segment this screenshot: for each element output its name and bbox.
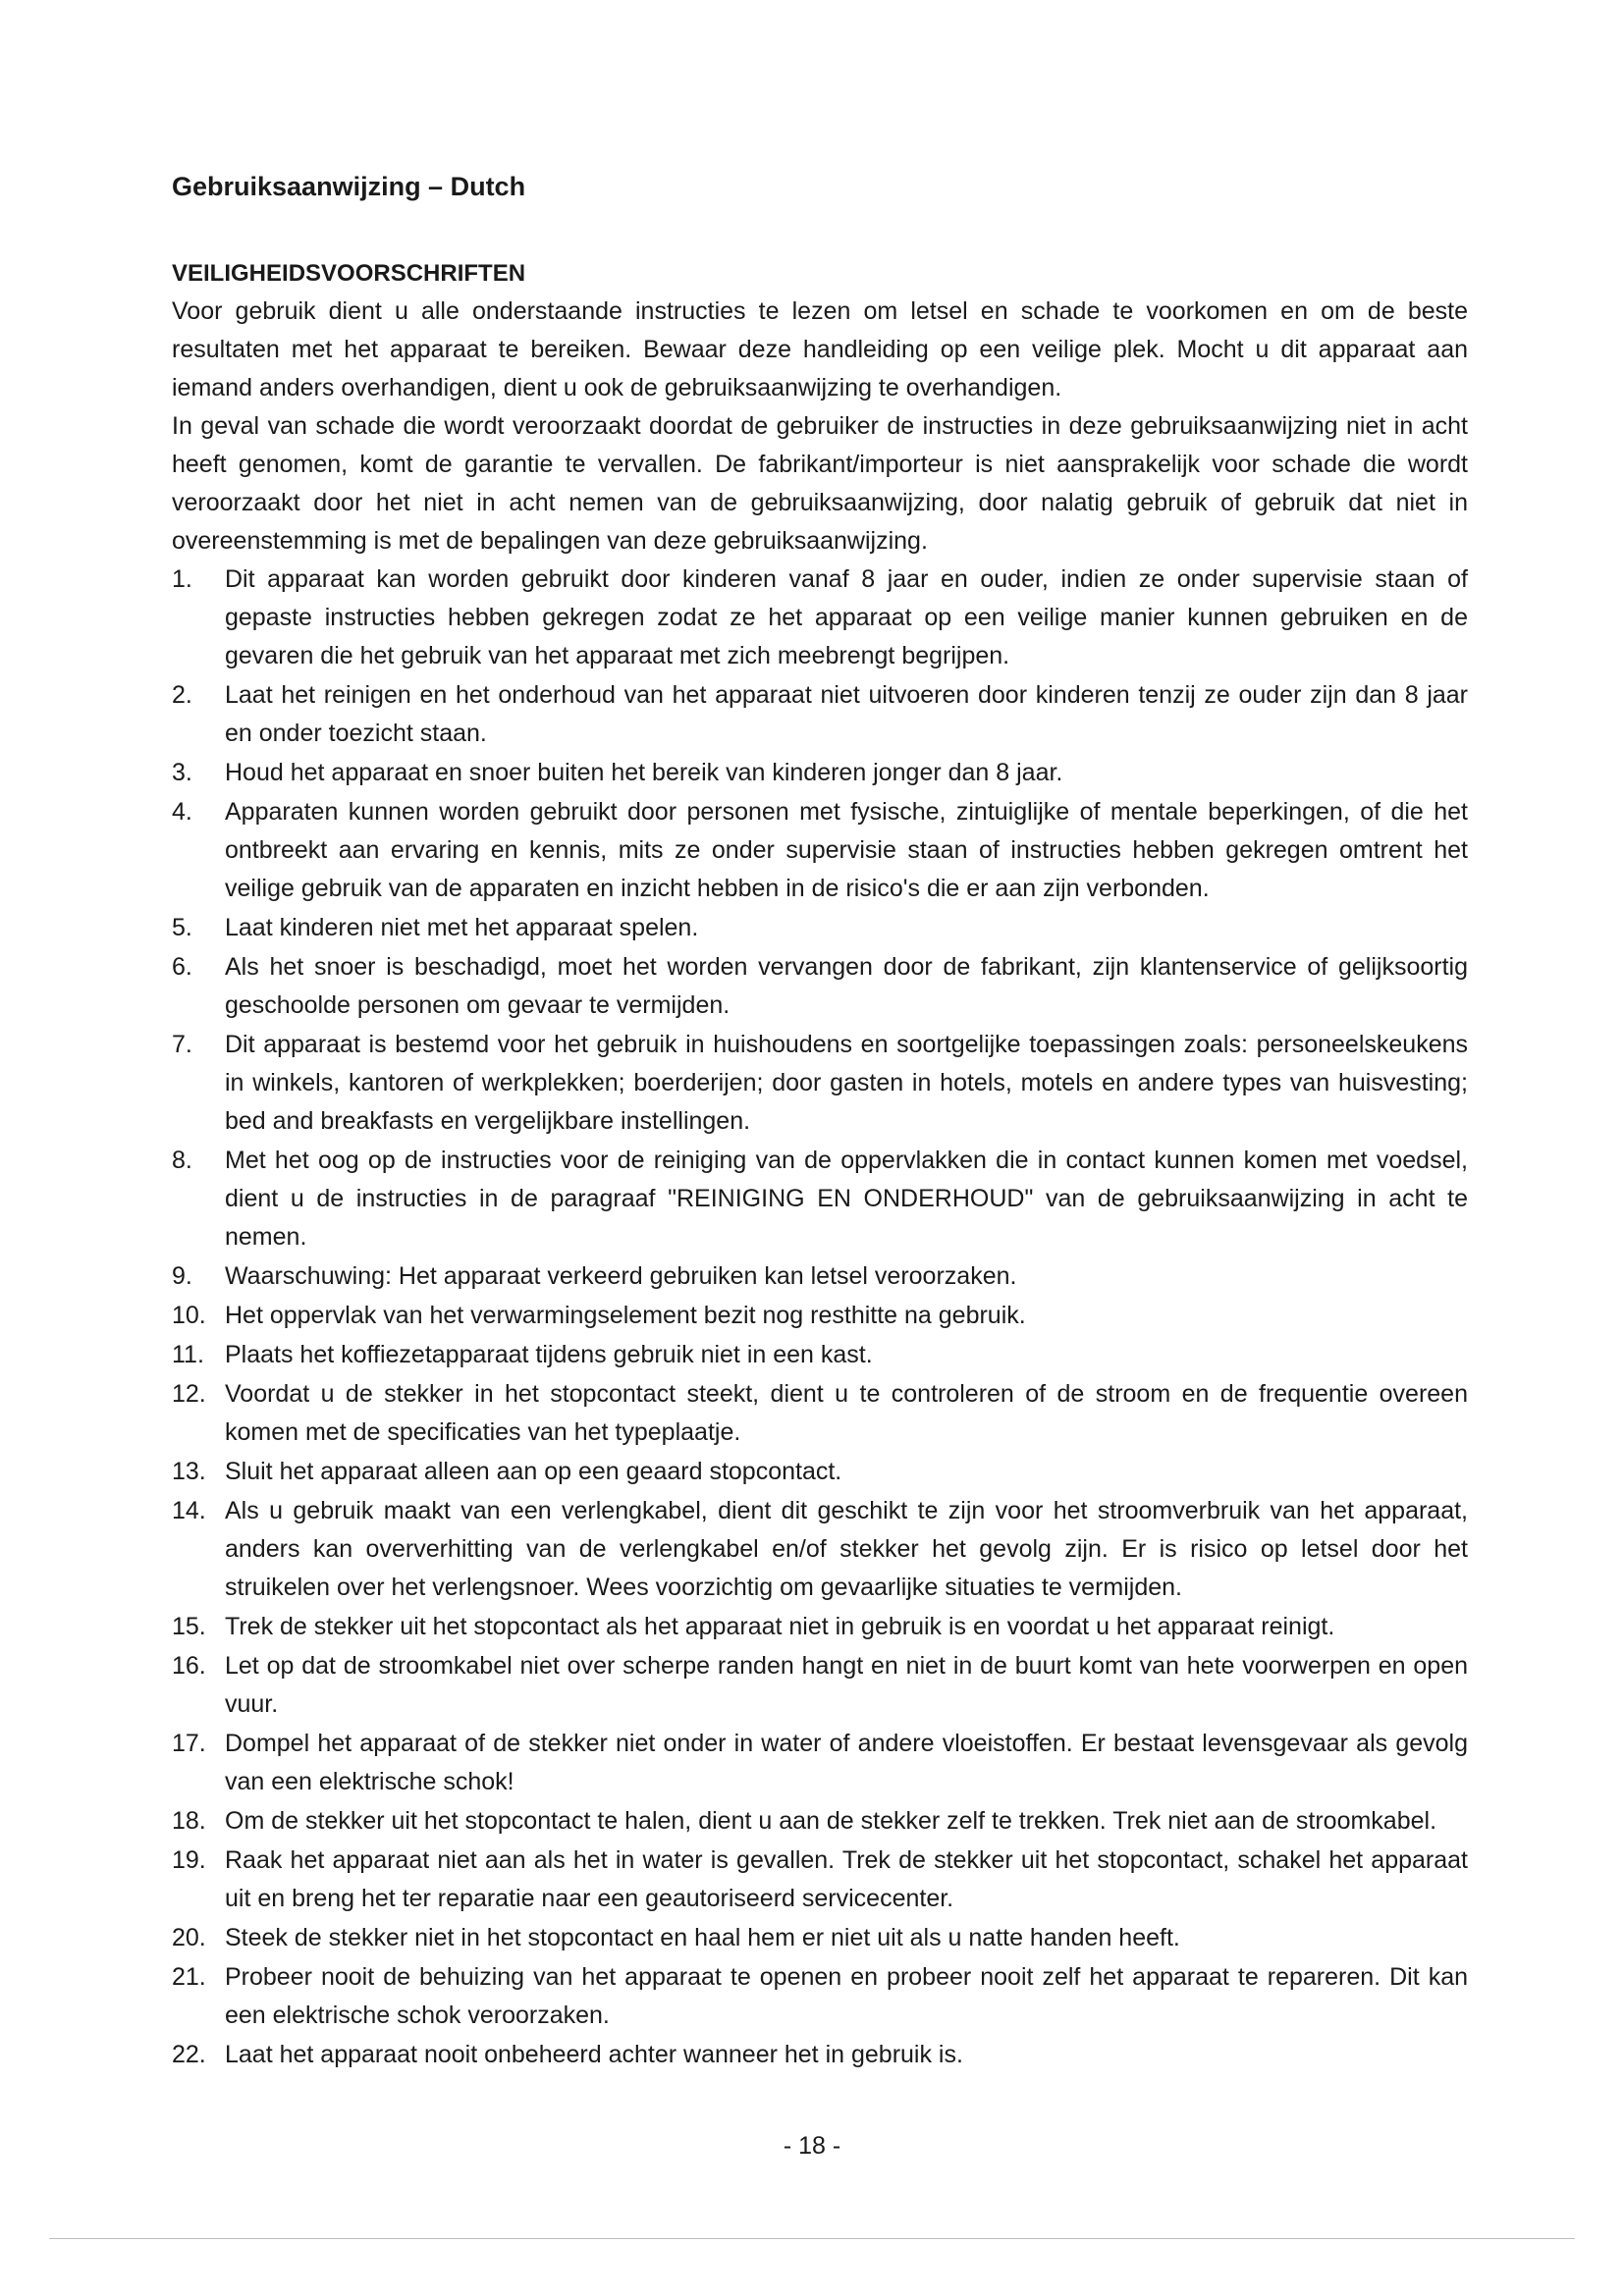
list-item-number: 16. <box>172 1652 206 1680</box>
list-item-number: 20. <box>172 1924 206 1951</box>
document-page <box>172 167 1468 2075</box>
list-item <box>172 1453 1468 1491</box>
list-item-number: 17. <box>172 1730 206 1757</box>
list-item <box>172 676 1468 753</box>
list-item-number: 18. <box>172 1807 206 1835</box>
list-item <box>172 1802 1468 1841</box>
list-item-text: Laat het apparaat nooit onbeheerd achter wanneer het in gebruik is. <box>225 2041 963 2068</box>
list-item-number: 21. <box>172 1963 206 1991</box>
list-item-number: 5. <box>172 914 192 941</box>
list-item <box>172 1958 1468 2035</box>
intro-paragraph: Voor gebruik dient u alle onderstaande instructies te lezen om letsel en schade te voorkomen en om de beste resultaten met het apparaat te bereiken. Bewaar deze handleiding op een veilige plek. Mocht u dit apparaat aan iemand anders overhandigen, dient u ook de gebruiksaanwijzing te overhandigen. <box>172 297 1468 401</box>
list-item <box>172 754 1468 792</box>
list-item-text: Raak het apparaat niet aan als het in water is gevallen. Trek de stekker uit het stopcontact, schakel het apparaat uit en breng het ter reparatie naar een geautoriseerd servicecenter. <box>225 1846 1468 1912</box>
list-item-text: Voordat u de stekker in het stopcontact steekt, dient u te controleren of de stroom en de frequentie overeen komen met de specificaties van het typeplaatje. <box>225 1380 1468 1446</box>
list-item <box>172 1492 1468 1607</box>
list-item <box>172 1725 1468 1801</box>
list-item <box>172 1336 1468 1374</box>
list-item <box>172 1026 1468 1141</box>
list-item-number: 9. <box>172 1262 192 1290</box>
section-title: VEILIGHEIDSVOORSCHRIFTEN <box>172 260 526 287</box>
list-item-text: Probeer nooit de behuizing van het apparaat te openen en probeer nooit zelf het apparaat te repareren. Dit kan een elektrische schok veroorzaken. <box>225 1963 1468 2029</box>
list-item <box>172 1647 1468 1724</box>
list-item-number: 19. <box>172 1846 206 1874</box>
list-item <box>172 1142 1468 1256</box>
list-item <box>172 1297 1468 1335</box>
list-item-number: 2. <box>172 681 192 709</box>
footer-divider <box>49 2238 1575 2239</box>
list-item-number: 8. <box>172 1147 192 1174</box>
list-item-number: 4. <box>172 798 192 826</box>
list-item-text: Laat kinderen niet met het apparaat spelen. <box>225 914 699 941</box>
list-item-text: Als u gebruik maakt van een verlengkabel, dient dit geschikt te zijn voor het stroomverbruik van het apparaat, anders kan oververhitting van de verlengkabel en/of stekker het gevolg zijn. Er is risico op letsel door het struikelen over het verlengsnoer. Wees voorzichtig om gevaarlijke situaties te vermijden. <box>225 1497 1468 1601</box>
list-item-number: 3. <box>172 759 192 786</box>
list-item-text: Om de stekker uit het stopcontact te halen, dient u aan de stekker zelf te trekken. Trek niet aan de stroomkabel. <box>225 1807 1437 1835</box>
list-item-text: Sluit het apparaat alleen aan op een geaard stopcontact. <box>225 1458 842 1485</box>
list-item-text: Het oppervlak van het verwarmingselement bezit nog resthitte na gebruik. <box>225 1302 1026 1329</box>
list-item-text: Let op dat de stroomkabel niet over scherpe randen hangt en niet in de buurt komt van hete voorwerpen en open vuur. <box>225 1652 1468 1718</box>
list-item-number: 14. <box>172 1497 206 1524</box>
list-item-number: 22. <box>172 2041 206 2068</box>
list-item-text: Dit apparaat kan worden gebruikt door kinderen vanaf 8 jaar en ouder, indien ze onder supervisie staan of gepaste instructies hebben gekregen zodat ze het apparaat op een veilige manier kunnen gebruiken en de gevaren die het gebruik van het apparaat met zich meebrengt begrijpen. <box>225 565 1468 669</box>
list-item <box>172 1842 1468 1918</box>
list-item-number: 6. <box>172 953 192 981</box>
list-item-text: Houd het apparaat en snoer buiten het bereik van kinderen jonger dan 8 jaar. <box>225 759 1063 786</box>
list-item-number: 10. <box>172 1302 206 1329</box>
liability-paragraph: In geval van schade die wordt veroorzaakt doordat de gebruiker de instructies in deze gebruiksaanwijzing niet in acht heeft genomen, komt de garantie te vervallen. De fabrikant/importeur is niet aansprakelijk voor schade die wordt veroorzaakt door het niet in acht nemen van de gebruiksaanwijzing, door nalatig gebruik of gebruik dat niet in overeenstemming is met de bepalingen van deze gebruiksaanwijzing. <box>172 412 1468 555</box>
list-item-text: Met het oog op de instructies voor de reiniging van de oppervlakken die in contact kunnen komen met voedsel, dient u de instructies in de paragraaf "REINIGING EN ONDERHOUD" van de gebruiksaanwijzing in acht te nemen. <box>225 1147 1468 1251</box>
list-item-text: Dit apparaat is bestemd voor het gebruik in huishoudens en soortgelijke toepassingen zoals: personeelskeukens in winkels, kantoren of werkplekken; boerderijen; door gasten in hotels, motels en andere types van huisvesting; bed and breakfasts en vergelijkbare instellingen. <box>225 1031 1468 1135</box>
list-item <box>172 1919 1468 1957</box>
list-item <box>172 909 1468 947</box>
page-number: - 18 - <box>783 2132 841 2160</box>
list-item-text: Als het snoer is beschadigd, moet het worden vervangen door de fabrikant, zijn klantenservice of gelijksoortig geschoolde personen om gevaar te vermijden. <box>225 953 1468 1019</box>
safety-rules-list <box>172 561 1468 2074</box>
list-item-number: 13. <box>172 1458 206 1485</box>
list-item <box>172 793 1468 908</box>
list-item-text: Apparaten kunnen worden gebruikt door personen met fysische, zintuiglijke of mentale beperkingen, of die het ontbreekt aan ervaring en kennis, mits ze onder supervisie staan of instructies hebben gekregen omtrent het veilige gebruik van de apparaten en inzicht hebben in de risico's die er aan zijn verbonden. <box>225 798 1468 902</box>
list-item-text: Dompel het apparaat of de stekker niet onder in water of andere vloeistoffen. Er bestaat levensgevaar als gevolg van een elektrische schok! <box>225 1730 1468 1795</box>
list-item <box>172 2036 1468 2074</box>
list-item-number: 12. <box>172 1380 206 1408</box>
list-item <box>172 1608 1468 1646</box>
list-item-number: 1. <box>172 565 192 593</box>
list-item <box>172 948 1468 1025</box>
list-item-text: Laat het reinigen en het onderhoud van het apparaat niet uitvoeren door kinderen tenzij ze ouder zijn dan 8 jaar en onder toezicht staan. <box>225 681 1468 747</box>
list-item-text: Plaats het koffiezetapparaat tijdens gebruik niet in een kast. <box>225 1341 873 1368</box>
list-item <box>172 1375 1468 1452</box>
list-item <box>172 1257 1468 1296</box>
document-title: Gebruiksaanwijzing – Dutch <box>172 172 526 201</box>
list-item <box>172 561 1468 675</box>
list-item-text: Trek de stekker uit het stopcontact als het apparaat niet in gebruik is en voordat u het apparaat reinigt. <box>225 1613 1335 1640</box>
list-item-number: 7. <box>172 1031 192 1058</box>
list-item-text: Waarschuwing: Het apparaat verkeerd gebruiken kan letsel veroorzaken. <box>225 1262 1017 1290</box>
list-item-number: 15. <box>172 1613 206 1640</box>
list-item-number: 11. <box>172 1341 204 1368</box>
list-item-text: Steek de stekker niet in het stopcontact en haal hem er niet uit als u natte handen heeft. <box>225 1924 1180 1951</box>
